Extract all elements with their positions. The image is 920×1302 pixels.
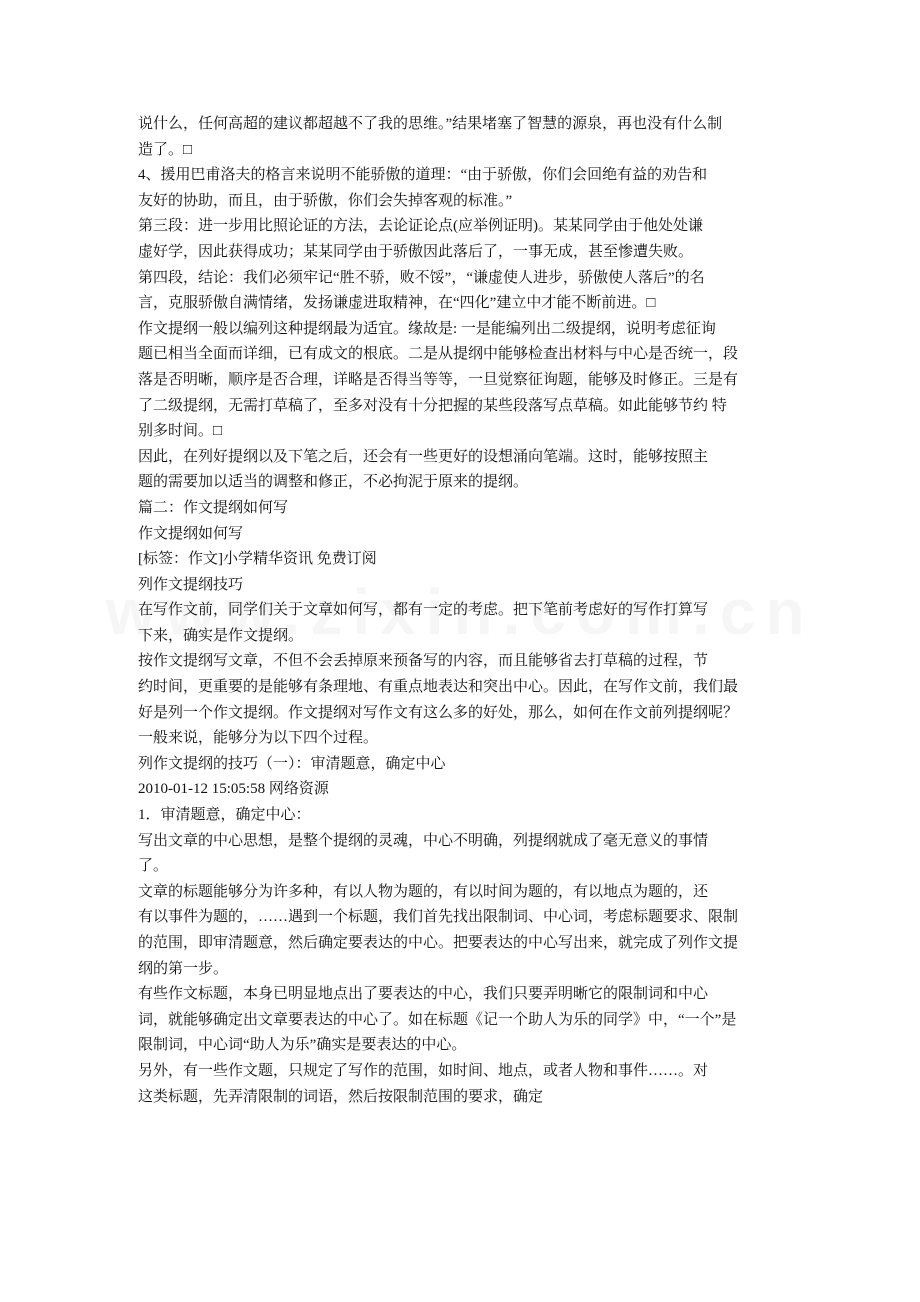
text-line: 在写作文前，同学们关于文章如何写，都有一定的考虑。把下笔前考虑好的写作打算写 [138, 602, 709, 619]
text-line: 下来，确实是作文提纲。 [138, 627, 304, 644]
text-line: 题已相当全面而详细，已有成文的根底。二是从提纲中能够检查出材料与中心是否统一，段 [138, 346, 739, 363]
text-line: 纲的第一步。 [138, 960, 229, 977]
text-line: 虚好学，因此获得成功；某某同学由于骄傲因此落后了，一事无成，甚至惨遭失败。 [138, 243, 694, 260]
text-line: 限制词，中心词“助人为乐”确实是要表达的中心。 [138, 1037, 467, 1054]
text-line: 约时间，更重要的是能够有条理地、有重点地表达和突出中心。因此，在写作文前，我们最 [138, 679, 739, 696]
text-line: 了。 [138, 858, 169, 875]
text-line: 的范围，即审清题意，然后确定要表达的中心。把要表达的中心写出来，就完成了列作文提 [138, 935, 739, 951]
text-line: 另外，有一些作文题，只规定了写作的范围，如时间、地点，或者人物和事件……。对 [138, 1062, 709, 1079]
section-heading: 篇二：作文提纲如何写 [138, 499, 289, 516]
text-line: 题的需要加以适当的调整和修正，不必拘泥于原来的提纲。 [138, 474, 529, 491]
numbered-heading: 1．审清题意，确定中心： [138, 807, 311, 824]
text-line: 别多时间。□ [138, 423, 223, 440]
text-line: 文章的标题能够分为许多种，有以人物为题的，有以时间为题的，有以地点为题的，还 [138, 883, 709, 900]
subtitle: 列作文提纲技巧 [138, 576, 244, 593]
article-title: 作文提纲如何写 [138, 525, 244, 542]
text-line: 有些作文标题，本身已明显地点出了要表达的中心，我们只要弄明晰它的限制词和中心 [138, 986, 709, 1003]
subsection-heading: 列作文提纲的技巧（一）：审清题意，确定中心 [138, 755, 446, 772]
text-line: 有以事件为题的，……遇到一个标题，我们首先找出限制词、中心词，考虑标题要求、限制 [138, 909, 739, 926]
text-line: 第三段：进一步用比照论证的方法，去论证论点(应举例证明)。某某同学由于他处处谦 [138, 218, 703, 235]
document-body [138, 112, 798, 1110]
text-line: 作文提纲一般以编列这种提纲最为适宜。缘故是: 一是能编列出二级提纲，说明考虑征询 [138, 320, 716, 337]
text-line: 写出文章的中心思想，是整个提纲的灵魂，中心不明确，列提纲就成了毫无意义的事情 [138, 832, 709, 849]
text-line: 言，克服骄傲自满情绪，发扬谦虚进取精神，在“四化”建立中才能不断前进。□ [138, 295, 656, 312]
text-line: 了二级提纲，无需打草稿了，至多对没有十分把握的某些段落写点草稿。如此能够节约 特 [138, 397, 727, 414]
text-line: 第四段，结论：我们必须牢记“胜不骄，败不馁”，“谦虚使人进步，骄傲使人落后”的名 [138, 269, 705, 286]
text-line: 按作文提纲写文章，不但不会丢掉原来预备写的内容，而且能够省去打草稿的过程，节 [138, 653, 709, 670]
text-line: 因此，在列好提纲以及下笔之后，还会有一些更好的设想涌向笔端。这时，能够按照主 [138, 448, 709, 465]
timestamp-line: 2010-01-12 15:05:58 网络资源 [138, 781, 329, 798]
text-line: 造了。□ [138, 141, 193, 158]
text-line: 这类标题，先弄清限制的词语，然后按限制范围的要求，确定 [138, 1088, 544, 1105]
tag-line: [标签：作文]小学精华资讯 免费订阅 [138, 551, 377, 568]
text-line: 4、援用巴甫洛夫的格言来说明不能骄傲的道理：“由于骄傲，你们会回绝有益的劝告和 [138, 167, 708, 184]
text-line: 好是列一个作文提纲。作文提纲对写作文有这么多的好处，那么，如何在作文前列提纲呢？ [138, 704, 739, 721]
text-line: 友好的协助，而且，由于骄傲，你们会失掉客观的标准。” [138, 192, 513, 209]
text-line: 落是否明晰，顺序是否合理，详略是否得当等等，一旦觉察征询题，能够及时修正。三是有 [138, 371, 739, 388]
text-line: 说什么，任何高超的建议都超越不了我的思维。”结果堵塞了智慧的源泉，再也没有什么制 [138, 116, 723, 132]
text-line: 词，就能够确定出文章要表达的中心了。如在标题《记一个助人为乐的同学》中，“一个”是 [138, 1011, 737, 1028]
text-line: 一般来说，能够分为以下四个过程。 [138, 730, 379, 747]
